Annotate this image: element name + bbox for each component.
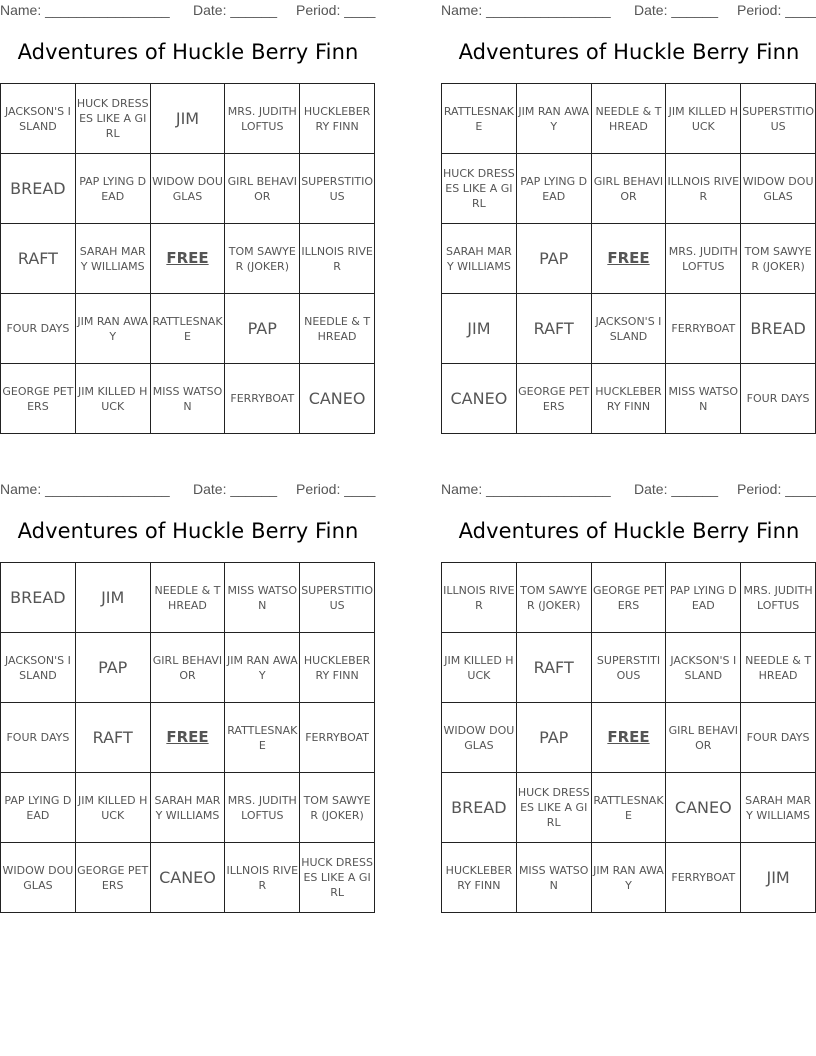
bingo-cell: RATTLESNAKE xyxy=(442,84,517,154)
bingo-cell: TOM SAWYER (JOKER) xyxy=(225,224,300,294)
bingo-cell: JACKSON'S ISLAND xyxy=(1,84,76,154)
bingo-cell: RAFT xyxy=(517,633,592,703)
bingo-grid xyxy=(441,83,816,434)
bingo-cell: NEEDLE & THREAD xyxy=(300,294,375,364)
bingo-cell: ILLNOIS RIVER xyxy=(442,563,517,633)
bingo-cell: MISS WATSON xyxy=(666,364,741,434)
bingo-cell: ILLNOIS RIVER xyxy=(225,843,300,913)
card-title: Adventures of Huckle Berry Finn xyxy=(458,40,800,64)
bingo-cell: PAP xyxy=(76,633,151,703)
bingo-cell: HUCK DRESSES LIKE A GIRL xyxy=(517,773,592,843)
card-header xyxy=(0,0,376,20)
bingo-cell: MISS WATSON xyxy=(517,843,592,913)
bingo-cell: PAP LYING DEAD xyxy=(517,154,592,224)
bingo-cell: JACKSON'S ISLAND xyxy=(666,633,741,703)
bingo-cell: PAP LYING DEAD xyxy=(76,154,151,224)
name-field-label: Name: ________________ xyxy=(0,481,170,497)
bingo-cell: FERRYBOAT xyxy=(300,703,375,773)
bingo-cell: SUPERSTITIOUS xyxy=(300,563,375,633)
bingo-cell: FERRYBOAT xyxy=(225,364,300,434)
free-space: FREE xyxy=(592,703,667,773)
bingo-cell: PAP LYING DEAD xyxy=(1,773,76,843)
bingo-cell: HUCKLEBERRY FINN xyxy=(300,84,375,154)
bingo-cell: SUPERSTITIOUS xyxy=(592,633,667,703)
bingo-grid xyxy=(441,562,816,913)
bingo-cell: RAFT xyxy=(76,703,151,773)
bingo-cell: WIDOW DOUGLAS xyxy=(442,703,517,773)
bingo-cell: HUCK DRESSES LIKE A GIRL xyxy=(76,84,151,154)
bingo-cell: JIM KILLED HUCK xyxy=(76,364,151,434)
bingo-cell: PAP xyxy=(517,703,592,773)
bingo-cell: MRS. JUDITH LOFTUS xyxy=(225,773,300,843)
bingo-cell: MRS. JUDITH LOFTUS xyxy=(741,563,816,633)
bingo-cell: SUPERSTITIOUS xyxy=(741,84,816,154)
card-title: Adventures of Huckle Berry Finn xyxy=(17,40,359,64)
bingo-cell: JIM xyxy=(442,294,517,364)
bingo-cell: PAP LYING DEAD xyxy=(666,563,741,633)
bingo-cell: JACKSON'S ISLAND xyxy=(592,294,667,364)
bingo-cell: BREAD xyxy=(1,563,76,633)
bingo-cell: CANEO xyxy=(300,364,375,434)
bingo-cell: CANEO xyxy=(151,843,226,913)
card-title: Adventures of Huckle Berry Finn xyxy=(458,519,800,543)
card-header xyxy=(0,479,376,499)
bingo-cell: FERRYBOAT xyxy=(666,294,741,364)
period-field-label: Period: ____ xyxy=(737,2,816,18)
name-field-label: Name: ________________ xyxy=(441,2,611,18)
bingo-cell: NEEDLE & THREAD xyxy=(741,633,816,703)
free-space: FREE xyxy=(151,224,226,294)
bingo-cell: JIM KILLED HUCK xyxy=(442,633,517,703)
bingo-grid xyxy=(0,83,375,434)
bingo-cell: BREAD xyxy=(1,154,76,224)
date-field-label: Date: ______ xyxy=(193,2,278,18)
bingo-cell: JIM KILLED HUCK xyxy=(76,773,151,843)
bingo-cell: TOM SAWYER (JOKER) xyxy=(300,773,375,843)
date-field-label: Date: ______ xyxy=(193,481,278,497)
bingo-cell: JIM xyxy=(151,84,226,154)
bingo-cell: JIM RAN AWAY xyxy=(76,294,151,364)
bingo-cell: JACKSON'S ISLAND xyxy=(1,633,76,703)
bingo-cell: ILLNOIS RIVER xyxy=(300,224,375,294)
bingo-cell: GIRL BEHAVIOR xyxy=(592,154,667,224)
bingo-cell: JIM RAN AWAY xyxy=(517,84,592,154)
bingo-cell: CANEO xyxy=(666,773,741,843)
bingo-cell: FOUR DAYS xyxy=(1,294,76,364)
bingo-cell: CANEO xyxy=(442,364,517,434)
free-space: FREE xyxy=(151,703,226,773)
bingo-cell: TOM SAWYER (JOKER) xyxy=(741,224,816,294)
bingo-cell: HUCK DRESSES LIKE A GIRL xyxy=(300,843,375,913)
bingo-cell: PAP xyxy=(517,224,592,294)
bingo-cell: WIDOW DOUGLAS xyxy=(741,154,816,224)
bingo-cell: FOUR DAYS xyxy=(741,703,816,773)
bingo-cell: TOM SAWYER (JOKER) xyxy=(517,563,592,633)
bingo-cell: PAP xyxy=(225,294,300,364)
name-field-label: Name: ________________ xyxy=(441,481,611,497)
bingo-cell: FOUR DAYS xyxy=(1,703,76,773)
bingo-cell: SARAH MARY WILLIAMS xyxy=(741,773,816,843)
bingo-cell: WIDOW DOUGLAS xyxy=(151,154,226,224)
bingo-cell: HUCKLEBERRY FINN xyxy=(300,633,375,703)
card-header xyxy=(441,0,816,20)
bingo-cell: GEORGE PETERS xyxy=(1,364,76,434)
bingo-cell: JIM xyxy=(76,563,151,633)
bingo-cell: JIM KILLED HUCK xyxy=(666,84,741,154)
period-field-label: Period: ____ xyxy=(737,481,816,497)
bingo-cell: HUCK DRESSES LIKE A GIRL xyxy=(442,154,517,224)
bingo-cell: FOUR DAYS xyxy=(741,364,816,434)
bingo-cell: MRS. JUDITH LOFTUS xyxy=(225,84,300,154)
bingo-cell: JIM RAN AWAY xyxy=(225,633,300,703)
bingo-cell: RATTLESNAKE xyxy=(592,773,667,843)
bingo-cell: HUCKLEBERRY FINN xyxy=(442,843,517,913)
bingo-cell: MISS WATSON xyxy=(225,563,300,633)
bingo-cell: GEORGE PETERS xyxy=(76,843,151,913)
bingo-cell: GEORGE PETERS xyxy=(592,563,667,633)
name-field-label: Name: ________________ xyxy=(0,2,170,18)
date-field-label: Date: ______ xyxy=(634,481,719,497)
bingo-cell: RAFT xyxy=(1,224,76,294)
bingo-cell: RATTLESNAKE xyxy=(225,703,300,773)
card-title: Adventures of Huckle Berry Finn xyxy=(17,519,359,543)
bingo-cell: GIRL BEHAVIOR xyxy=(666,703,741,773)
bingo-cell: NEEDLE & THREAD xyxy=(592,84,667,154)
bingo-cell: SARAH MARY WILLIAMS xyxy=(442,224,517,294)
bingo-cell: NEEDLE & THREAD xyxy=(151,563,226,633)
bingo-cell: JIM RAN AWAY xyxy=(592,843,667,913)
bingo-cell: ILLNOIS RIVER xyxy=(666,154,741,224)
bingo-cell: FERRYBOAT xyxy=(666,843,741,913)
bingo-cell: SARAH MARY WILLIAMS xyxy=(76,224,151,294)
bingo-cell: HUCKLEBERRY FINN xyxy=(592,364,667,434)
bingo-grid xyxy=(0,562,375,913)
bingo-cell: MISS WATSON xyxy=(151,364,226,434)
bingo-cell: JIM xyxy=(741,843,816,913)
bingo-cell: RATTLESNAKE xyxy=(151,294,226,364)
bingo-cell: GIRL BEHAVIOR xyxy=(151,633,226,703)
bingo-cell: MRS. JUDITH LOFTUS xyxy=(666,224,741,294)
bingo-cell: BREAD xyxy=(741,294,816,364)
period-field-label: Period: ____ xyxy=(296,2,376,18)
bingo-cell: SARAH MARY WILLIAMS xyxy=(151,773,226,843)
bingo-cell: RAFT xyxy=(517,294,592,364)
date-field-label: Date: ______ xyxy=(634,2,719,18)
bingo-cell: SUPERSTITIOUS xyxy=(300,154,375,224)
bingo-cell: BREAD xyxy=(442,773,517,843)
bingo-cell: WIDOW DOUGLAS xyxy=(1,843,76,913)
bingo-cell: GIRL BEHAVIOR xyxy=(225,154,300,224)
card-header xyxy=(441,479,816,499)
free-space: FREE xyxy=(592,224,667,294)
bingo-cell: GEORGE PETERS xyxy=(517,364,592,434)
period-field-label: Period: ____ xyxy=(296,481,376,497)
